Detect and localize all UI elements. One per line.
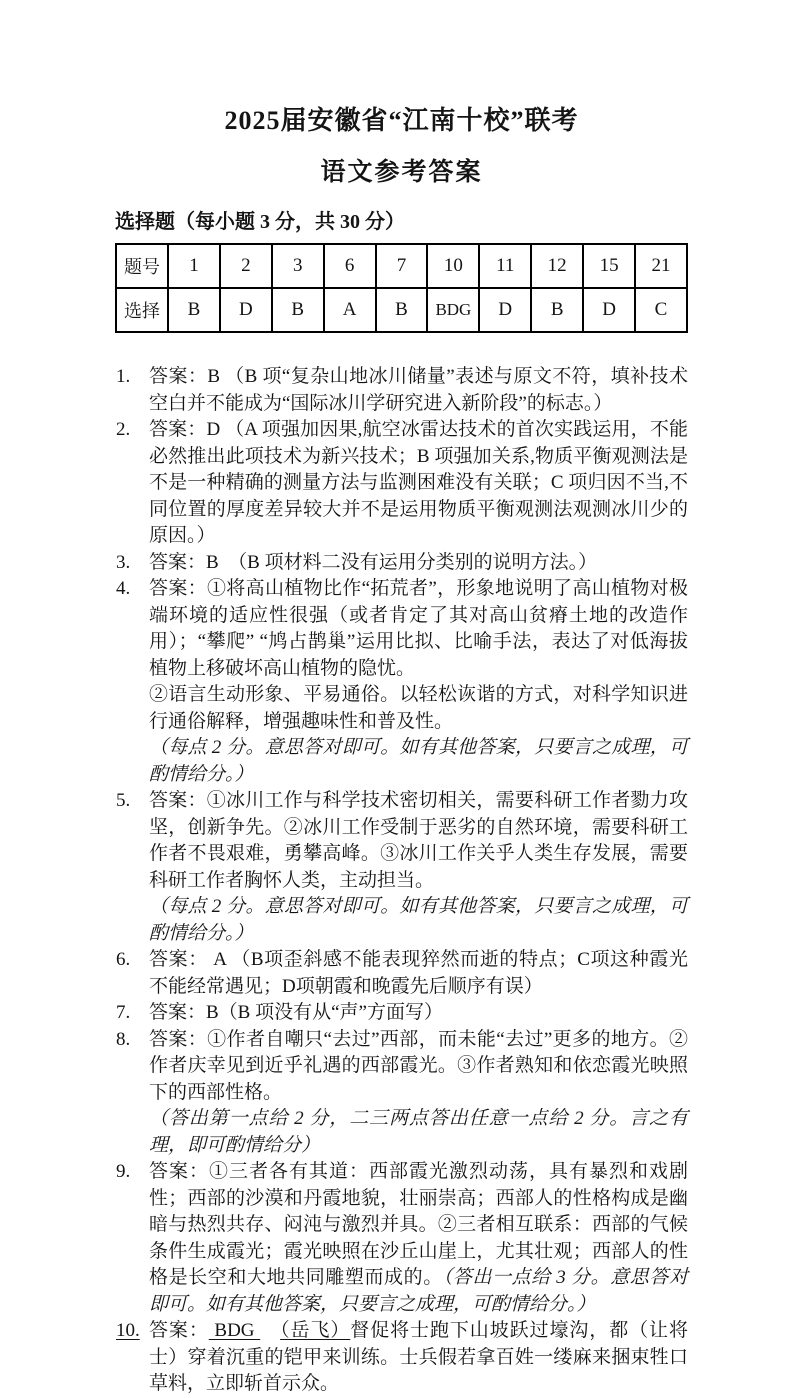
answer-paragraph	[149, 894, 688, 947]
question-number-cell-7: 11	[479, 244, 531, 288]
answer-number: 5.	[116, 790, 131, 811]
answer-paragraph	[149, 1159, 688, 1318]
question-number-cell-3: 3	[272, 244, 324, 288]
answer-text: 答案：①三者各有其道：西部霞光激烈动荡，具有暴烈和戏剧性；西部的沙漠和丹霞地貌，壮丽崇高；西部人的性格构成是幽暗与热烈共存、闷沌与激烈并具。②三者相互联系：西部的气候条件生成霞光；霞光映照在沙丘山崖上，尤其壮观；西部人的性格是长空和大地共同雕塑而成的。	[149, 1161, 688, 1288]
choice-cell-9: D	[583, 288, 635, 332]
scoring-note: （每点 2 分。意思答对即可。如有其他答案，只要言之成理，可酌情给分。）	[149, 737, 688, 785]
answer-text: 答案：	[149, 1320, 209, 1341]
answer-number: 8.	[116, 1028, 131, 1050]
answer-text: 答案：①作者自嘲只“去过”西部，而未能“去过”更多的地方。②作者庆幸见到近乎礼遇的西部霞光。③作者熟知和依恋霞光映照下的西部性格。	[149, 1028, 688, 1103]
row-label-questions: 题号	[116, 244, 168, 288]
answer-item-5	[115, 788, 688, 947]
answer-paragraph	[149, 364, 688, 417]
answer-item-8	[115, 1027, 688, 1160]
answer-paragraph	[149, 1106, 688, 1159]
scoring-note: （答出第一点给 2 分，二三两点答出任意一点给 2 分。言之有理，即可酌情给分）	[149, 1108, 688, 1156]
answers-list	[115, 364, 688, 1398]
answer-number: 7.	[116, 1002, 131, 1023]
answer-item-7	[115, 1000, 688, 1027]
answer-number: 2.	[116, 419, 131, 440]
exam-title: 2025届安徽省“江南十校”联考	[224, 106, 579, 135]
choice-cell-6: BDG	[427, 288, 479, 332]
scoring-note: （每点 2 分。意思答对即可。如有其他答案，只要言之成理，可酌情给分。）	[149, 896, 688, 944]
answer-item-1	[115, 364, 688, 417]
question-number-cell-6: 10	[427, 244, 479, 288]
answer-paragraph	[149, 735, 688, 788]
question-number-cell-8: 12	[531, 244, 583, 288]
choice-cell-2: D	[220, 288, 272, 332]
choice-row	[116, 288, 687, 332]
question-number-row	[116, 244, 687, 288]
answer-paragraph	[149, 788, 688, 894]
answer-item-6	[115, 947, 688, 1000]
question-number-cell-5: 7	[376, 244, 428, 288]
question-number-cell-1: 1	[168, 244, 220, 288]
answer-item-9	[115, 1159, 688, 1318]
answer-key-title: 语文参考答案	[320, 159, 483, 186]
answer-paragraph	[149, 1318, 688, 1398]
choice-cell-8: B	[531, 288, 583, 332]
answer-item-3	[115, 550, 688, 577]
answer-text: 督促将士跑下山坡跃过壕沟，都（让将士）穿着沉重的铠甲来训练。士兵假若拿百姓一缕麻来捆束牲口草料，立即斩首示众。	[149, 1320, 688, 1394]
answer-text: 答案：B （B 项材料二没有运用分类别的说明方法。）	[149, 551, 598, 573]
question-number-cell-4: 6	[324, 244, 376, 288]
row-label-choices: 选择	[116, 288, 168, 332]
choice-answer-table	[115, 243, 688, 333]
answer-paragraph	[149, 550, 688, 577]
choice-cell-1: B	[168, 288, 220, 332]
answer-number: 1.	[116, 366, 131, 387]
answer-item-4	[115, 576, 688, 788]
answer-paragraph	[149, 947, 688, 1000]
question-number-cell-9: 15	[583, 244, 635, 288]
answer-text: 答案：B（B 项没有从“声”方面写）	[149, 1002, 443, 1023]
answer-text: 答案：①冰川工作与科学技术密切相关，需要科研工作者勠力攻坚，创新争先。②冰川工作受制于恶劣的自然环境，需要科研工作者不畏艰难，勇攀高峰。③冰川工作关乎人类生存发展，需要科研工作者胸怀人类，主动担当。	[149, 790, 688, 891]
answer-text: ②语言生动形象、平易通俗。以轻松诙谐的方式，对科学知识进行通俗解释，增强趣味性和普及性。	[149, 684, 688, 732]
answer-text: 答案：B （B 项“复杂山地冰川储量”表述与原文不符，填补技术空白并不能成为“国际冰川学研究进入新阶段”的标志。）	[149, 366, 688, 414]
choice-cell-10: C	[635, 288, 687, 332]
answer-number: 3.	[116, 551, 131, 573]
answer-number: 10.	[116, 1320, 140, 1341]
answer-paragraph	[149, 682, 688, 735]
answer-text: （岳飞）	[280, 1320, 351, 1341]
section-heading: 选择题（每小题 3 分，共 30 分）	[115, 211, 405, 233]
answer-number: 9.	[116, 1161, 131, 1182]
choice-cell-4: A	[324, 288, 376, 332]
answer-number: 6.	[116, 949, 131, 970]
choice-cell-7: D	[479, 288, 531, 332]
answer-paragraph	[149, 1000, 688, 1027]
choice-cell-5: B	[376, 288, 428, 332]
choice-cell-3: B	[272, 288, 324, 332]
answer-number: 4.	[116, 578, 131, 599]
answer-paragraph	[149, 576, 688, 682]
answer-text: 答案：D （A 项强加因果,航空冰雷达技术的首次实践运用，不能必然推出此项技术为新兴技术；B 项强加关系,物质平衡观测法是不是一种精确的测量方法与监测困难没有关联；C 项归因不当,不同位置的厚度差异较大并不是运用物质平衡观测法观测冰川少的原因。）	[149, 419, 688, 546]
question-number-cell-10: 21	[635, 244, 687, 288]
answer-text: 答案：①将高山植物比作“拓荒者”，形象地说明了高山植物对极端环境的适应性很强（或者肯定了其对高山贫瘠土地的改造作用）；“攀爬” “鸠占鹊巢”运用比拟、比喻手法，表达了对低海拔植物上移破坏高山植物的隐忧。	[149, 578, 688, 679]
answer-item-10	[115, 1318, 688, 1398]
scoring-note: （答出一点给 3 分。意思答对即可。如有其他答案，只要言之成理，可酌情给分。）	[149, 1267, 688, 1315]
question-number-cell-2: 2	[220, 244, 272, 288]
answer-text: BDG	[208, 1320, 261, 1341]
answer-paragraph	[149, 1027, 688, 1107]
answer-item-2	[115, 417, 688, 550]
answer-paragraph	[149, 417, 688, 550]
answer-text: 答案： A （B项歪斜感不能表现猝然而逝的特点；C项这种霞光不能经常遇见；D项朝霞和晚霞先后顺序有误）	[149, 949, 688, 997]
answer-text	[260, 1320, 280, 1341]
